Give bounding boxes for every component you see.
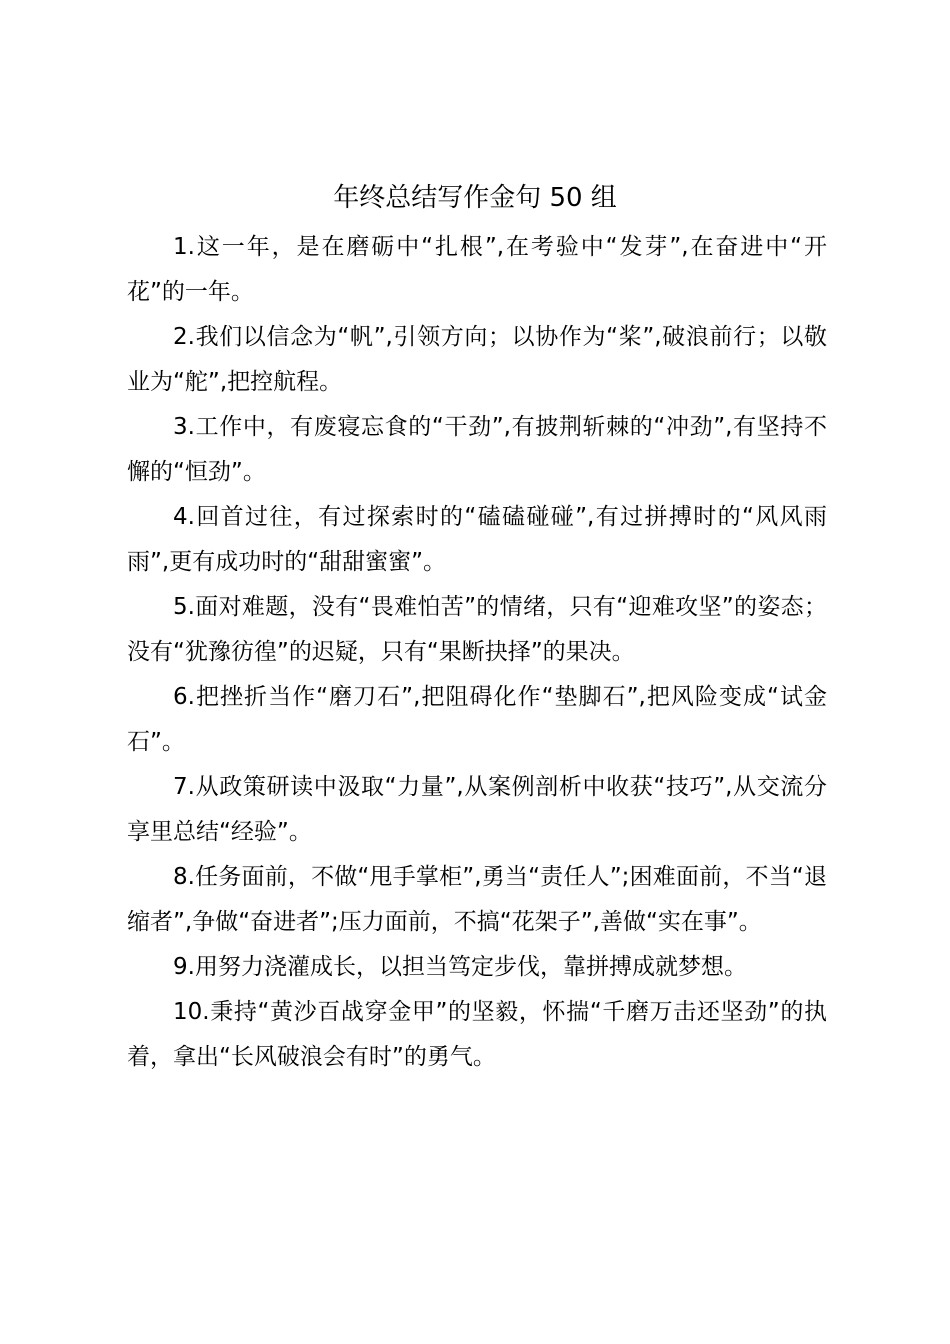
paragraph-2: 2.我们以信念为“帆”,引领方向；以协作为“桨”,破浪前行；以敬业为“舵”,把控航程。 xyxy=(127,324,827,395)
document-body xyxy=(127,225,827,1080)
paragraph-10: 10.秉持“黄沙百战穿金甲”的坚毅，怀揣“千磨万击还坚劲”的执着，拿出“长风破浪会有时”的勇气。 xyxy=(127,999,827,1070)
paragraph-9: 9.用努力浇灌成长，以担当笃定步伐，靠拼搏成就梦想。 xyxy=(173,954,747,980)
paragraph-5: 5.面对难题，没有“畏难怕苦”的情绪，只有“迎难攻坚”的姿态；没有“犹豫彷徨”的迟疑，只有“果断抉择”的果决。 xyxy=(127,594,827,665)
paragraph-6: 6.把挫折当作“磨刀石”,把阻碍化作“垫脚石”,把风险变成“试金石”。 xyxy=(127,684,827,755)
paragraph-8: 8.任务面前，不做“甩手掌柜”,勇当“责任人”;困难面前，不当“退缩者”,争做“奋进者”;压力面前，不搞“花架子”,善做“实在事”。 xyxy=(127,864,827,935)
paragraph-1: 1.这一年，是在磨砺中“扎根”,在考验中“发芽”,在奋进中“开花”的一年。 xyxy=(127,234,827,305)
paragraph-3: 3.工作中，有废寝忘食的“干劲”,有披荆斩棘的“冲劲”,有坚持不懈的“恒劲”。 xyxy=(127,414,827,485)
paragraph-4: 4.回首过往，有过探索时的“磕磕碰碰”,有过拼搏时的“风风雨雨”,更有成功时的“甜甜蜜蜜”。 xyxy=(127,504,827,575)
paragraph-7: 7.从政策研读中汲取“力量”,从案例剖析中收获“技巧”,从交流分享里总结“经验”。 xyxy=(127,774,827,845)
document-title: 年终总结写作金句 50 组 xyxy=(333,183,617,213)
